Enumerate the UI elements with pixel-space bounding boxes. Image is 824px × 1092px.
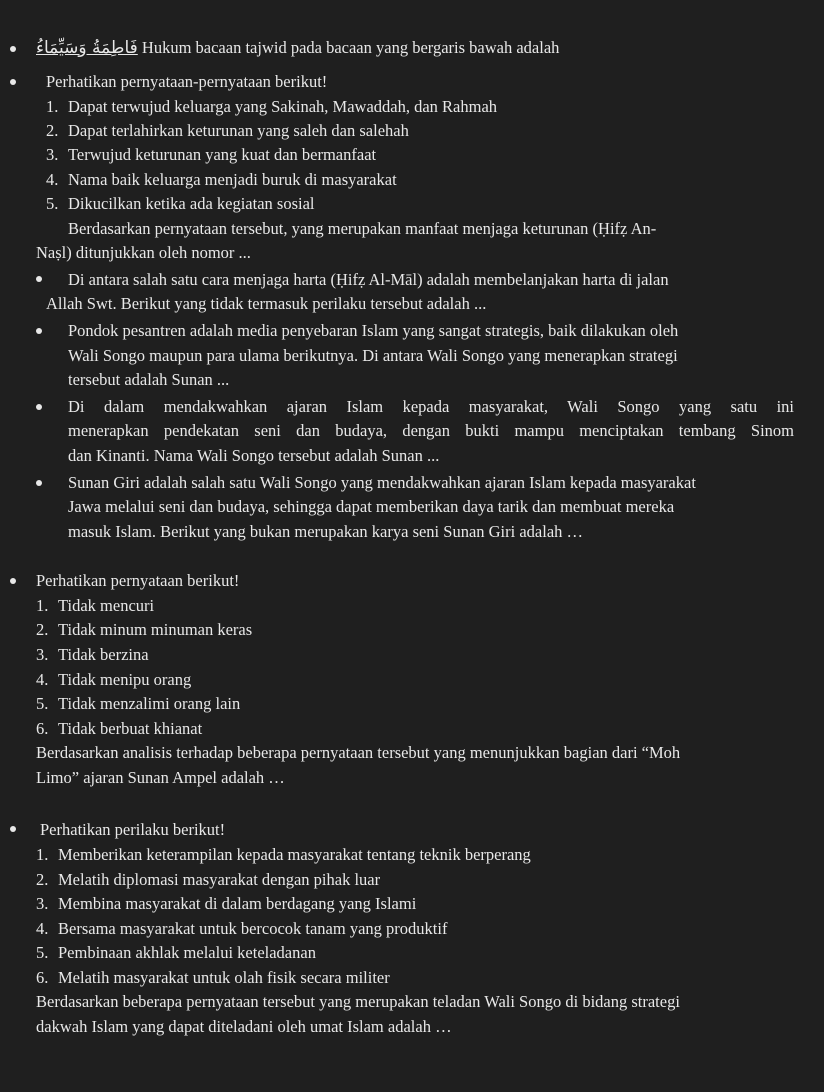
list-item: 1. Memberikan keterampilan kepada masyarakat tentang teknik berperang <box>36 845 531 864</box>
list-item: 3. Tidak berzina <box>36 645 149 664</box>
list-item: 4. Bersama masyarakat untuk bercocok tanam yang produktif <box>36 919 448 938</box>
question-4-text: Pondok pesantren adalah media penyebaran Islam yang sangat strategis, baik dilakukan oleh <box>68 321 679 340</box>
list-item: 5. Pembinaan akhlak melalui keteladanan <box>36 943 316 962</box>
list-item: 3. Terwujud keturunan yang kuat dan bermanfaat <box>46 145 377 164</box>
list-item: 1. Tidak mencuri <box>36 596 155 615</box>
bullet-q7 <box>10 578 16 584</box>
question-1-text: Hukum bacaan tajwid pada bacaan yang bergaris bawah adalah <box>141 38 560 57</box>
question-2-intro: Perhatikan pernyataan-pernyataan berikut! <box>46 72 328 91</box>
list-item: 4. Nama baik keluarga menjadi buruk di masyarakat <box>46 170 397 189</box>
question-8-text: Berdasarkan beberapa pernyataan tersebut yang merupakan teladan Wali Songo di bidang strategi <box>36 992 680 1011</box>
bullet-q5 <box>36 404 42 410</box>
question-2-text: Naṣl) ditunjukkan oleh nomor ... <box>36 243 251 262</box>
question-4-text: Wali Songo maupun para ulama berikutnya. Di antara Wali Songo yang menerapkan strategi <box>68 346 678 365</box>
arabic-underlined-text: فَاطِمَةُ وَسَيِّمَاءُ <box>36 38 138 58</box>
list-item: 6. Melatih masyarakat untuk olah fisik secara militer <box>36 968 390 987</box>
list-item: 2. Tidak minum minuman keras <box>36 620 253 639</box>
bullet-q6 <box>36 480 42 486</box>
list-item: 5. Dikucilkan ketika ada kegiatan sosial <box>46 194 315 213</box>
question-6-text: masuk Islam. Berikut yang bukan merupakan karya seni Sunan Giri adalah … <box>68 522 584 541</box>
list-item: 4. Tidak menipu orang <box>36 670 192 689</box>
bullet-q1 <box>10 46 16 52</box>
list-item: 6. Tidak berbuat khianat <box>36 719 203 738</box>
bullet-q4 <box>36 328 42 334</box>
bullet-q8 <box>10 826 16 832</box>
question-3-text: Di antara salah satu cara menjaga harta (Ḥifẓ Al-Māl) adalah membelanjakan harta di jalan <box>68 270 669 289</box>
question-2-text: Berdasarkan pernyataan tersebut, yang merupakan manfaat menjaga keturunan (Ḥifẓ An- <box>68 219 657 238</box>
list-item: 3. Membina masyarakat di dalam berdagang yang Islami <box>36 894 417 913</box>
question-7-intro: Perhatikan pernyataan berikut! <box>36 571 240 590</box>
bullet-q2 <box>10 79 16 85</box>
question-7-text: Berdasarkan analisis terhadap beberapa pernyataan tersebut yang menunjukkan bagian dari “Moh <box>36 743 681 762</box>
list-item: 5. Tidak menzalimi orang lain <box>36 694 241 713</box>
question-1 <box>36 38 559 58</box>
question-8-intro: Perhatikan perilaku berikut! <box>40 820 226 839</box>
question-4-text: tersebut adalah Sunan ... <box>68 370 230 389</box>
question-7-text: Limo” ajaran Sunan Ampel adalah … <box>36 768 285 787</box>
list-item: 2. Melatih diplomasi masyarakat dengan pihak luar <box>36 870 381 889</box>
question-8-text: dakwah Islam yang dapat diteladani oleh umat Islam adalah … <box>36 1017 452 1036</box>
list-item: 1. Dapat terwujud keluarga yang Sakinah, Mawaddah, dan Rahmah <box>46 97 498 116</box>
question-6-text: Jawa melalui seni dan budaya, sehingga dapat memberikan daya tarik dan membuat mereka <box>68 497 675 516</box>
list-item: 2. Dapat terlahirkan keturunan yang saleh dan salehah <box>46 121 409 140</box>
question-5-text: dan Kinanti. Nama Wali Songo tersebut adalah Sunan ... <box>68 446 440 465</box>
question-5-text: menerapkan pendekatan seni dan budaya, dengan bukti mampu menciptakan tembang Sinom <box>68 421 794 440</box>
question-6-text: Sunan Giri adalah salah satu Wali Songo yang mendakwahkan ajaran Islam kepada masyarakat <box>68 473 696 492</box>
question-3-text: Allah Swt. Berikut yang tidak termasuk perilaku tersebut adalah ... <box>46 294 487 313</box>
question-5-text: Di dalam mendakwahkan ajaran Islam kepada masyarakat, Wali Songo yang satu ini <box>68 397 794 416</box>
bullet-q3 <box>36 276 42 282</box>
